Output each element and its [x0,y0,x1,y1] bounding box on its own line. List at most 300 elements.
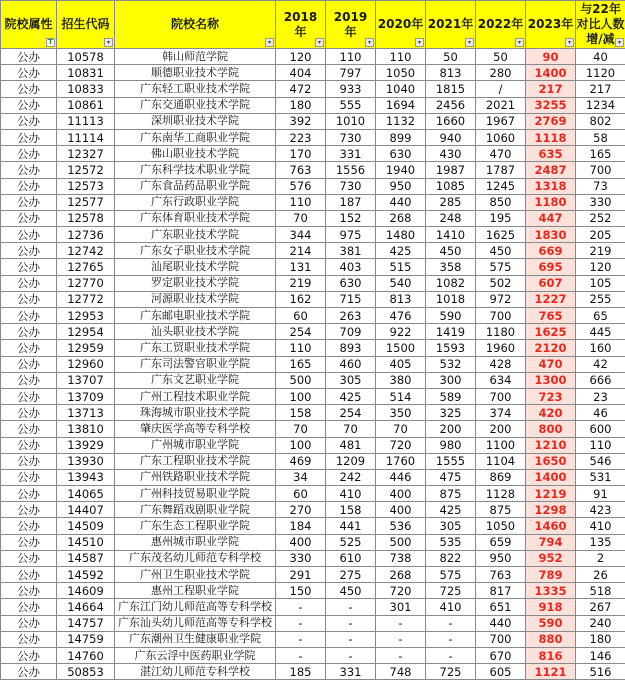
cell-col-2022: 869 [476,469,526,485]
cell-col-school-name: 韩山师范学院 [115,49,276,65]
cell-col-2018: - [276,647,326,663]
cell-col-2019: 975 [326,227,376,243]
cell-col-2021: 325 [426,405,476,421]
header-label: 2019 年 [334,10,367,39]
cell-col-2022: 200 [476,421,526,437]
cell-col-2020: 738 [376,550,426,566]
cell-col-change-vs-2022: 666 [576,372,625,388]
cell-col-2019: 1209 [326,453,376,469]
cell-col-enroll-code: 14407 [57,502,115,518]
cell-col-enroll-code: 12573 [57,178,115,194]
cell-col-school-type: 公办 [1,486,57,502]
cell-col-enroll-code: 12772 [57,291,115,307]
cell-col-2020: 1050 [376,65,426,81]
cell-col-enroll-code: 12578 [57,210,115,226]
cell-col-2018: 576 [276,178,326,194]
filter-dropdown-icon[interactable]: ▾ [265,38,274,47]
cell-col-school-type: 公办 [1,97,57,113]
cell-col-enroll-code: 12960 [57,356,115,372]
cell-col-school-type: 公办 [1,372,57,388]
cell-col-2021: 2456 [426,97,476,113]
cell-col-2020: 514 [376,388,426,404]
cell-col-2019: 70 [326,421,376,437]
cell-col-school-name: 广东潮州卫生健康职业学院 [115,631,276,647]
cell-col-2018: 100 [276,437,326,453]
cell-col-school-type: 公办 [1,453,57,469]
cell-col-enroll-code: 12954 [57,324,115,340]
table-row [1,81,625,97]
table-row [1,486,625,502]
cell-col-2018: 120 [276,49,326,65]
header-label: 院校名称 [171,17,219,31]
cell-col-2018: 330 [276,550,326,566]
cell-col-2023: 1219 [526,486,576,502]
cell-col-2020: 500 [376,534,426,550]
cell-col-2018: 34 [276,469,326,485]
header-label: 招生代码 [61,17,109,31]
cell-col-2019: 933 [326,81,376,97]
cell-col-school-type: 公办 [1,421,57,437]
cell-col-school-type: 公办 [1,291,57,307]
table-row [1,405,625,421]
cell-col-2021: 248 [426,210,476,226]
cell-col-enroll-code: 14592 [57,567,115,583]
cell-col-2021: 475 [426,469,476,485]
filter-dropdown-icon[interactable]: ▾ [465,38,474,47]
cell-col-2023: 1335 [526,583,576,599]
cell-col-change-vs-2022: 23 [576,388,625,404]
cell-col-school-name: 广东江门幼儿师范高等专科学校 [115,599,276,615]
cell-col-school-type: 公办 [1,129,57,145]
cell-col-2020: 899 [376,129,426,145]
cell-col-2023: 607 [526,275,576,291]
cell-col-change-vs-2022: 219 [576,243,625,259]
filter-dropdown-icon[interactable]: ▾ [315,38,324,47]
cell-col-school-name: 惠州工程职业学院 [115,583,276,599]
filter-dropdown-icon[interactable]: ▾ [104,38,113,47]
cell-col-school-type: 公办 [1,324,57,340]
cell-col-enroll-code: 14664 [57,599,115,615]
cell-col-2022: 875 [476,502,526,518]
cell-col-2023: 1180 [526,194,576,210]
cell-col-2021: 875 [426,486,476,502]
cell-col-enroll-code: 12765 [57,259,115,275]
table-row [1,227,625,243]
cell-col-2018: 110 [276,194,326,210]
cell-col-school-type: 公办 [1,664,57,680]
cell-col-2021: 813 [426,65,476,81]
cell-col-2023: 918 [526,599,576,615]
cell-col-school-type: 公办 [1,615,57,631]
table-row [1,615,625,631]
cell-col-change-vs-2022: 1120 [576,65,625,81]
cell-col-school-type: 公办 [1,388,57,404]
cell-col-2022: 950 [476,550,526,566]
cell-col-school-type: 公办 [1,49,57,65]
cell-col-school-type: 公办 [1,210,57,226]
cell-col-school-type: 公办 [1,356,57,372]
cell-col-2020: 446 [376,469,426,485]
cell-col-change-vs-2022: 180 [576,631,625,647]
cell-col-change-vs-2022: 1234 [576,97,625,113]
header-label: 2021年 [428,17,473,31]
cell-col-school-name: 广东文艺职业学院 [115,372,276,388]
cell-col-school-type: 公办 [1,308,57,324]
cell-col-2018: 110 [276,340,326,356]
cell-col-2019: 152 [326,210,376,226]
cell-col-2019: 797 [326,65,376,81]
cell-col-2023: 635 [526,146,576,162]
cell-col-change-vs-2022: 255 [576,291,625,307]
cell-col-2018: 219 [276,275,326,291]
cell-col-2020: 400 [376,486,426,502]
table-row [1,583,625,599]
cell-col-2020: 720 [376,437,426,453]
cell-col-2023: 1318 [526,178,576,194]
cell-col-school-type: 公办 [1,178,57,194]
cell-col-2018: 392 [276,113,326,129]
cell-col-2019: 630 [326,275,376,291]
cell-col-2022: 428 [476,356,526,372]
header-col-enroll-code [57,1,115,49]
cell-col-school-name: 广东女子职业技术学院 [115,243,276,259]
cell-col-2019: - [326,615,376,631]
cell-col-2019: 425 [326,388,376,404]
header-label: 与22年对比人数增/减 [576,2,624,46]
cell-col-change-vs-2022: 40 [576,49,625,65]
cell-col-2019: 709 [326,324,376,340]
cell-col-2023: 2487 [526,162,576,178]
cell-col-2020: 70 [376,421,426,437]
cell-col-2021: 940 [426,129,476,145]
table-row [1,664,625,680]
cell-col-enroll-code: 12736 [57,227,115,243]
cell-col-2019: 331 [326,146,376,162]
cell-col-2019: 1556 [326,162,376,178]
filter-dropdown-icon[interactable]: ▾ [365,38,374,47]
cell-col-2023: 723 [526,388,576,404]
cell-col-2022: 1180 [476,324,526,340]
table-row [1,356,625,372]
cell-col-2020: 440 [376,194,426,210]
cell-col-2019: 305 [326,372,376,388]
cell-col-enroll-code: 14759 [57,631,115,647]
cell-col-enroll-code: 10831 [57,65,115,81]
cell-col-school-type: 公办 [1,146,57,162]
cell-col-2023: 1830 [526,227,576,243]
cell-col-change-vs-2022: 146 [576,647,625,663]
cell-col-enroll-code: 14509 [57,518,115,534]
cell-col-2022: 763 [476,567,526,583]
cell-col-change-vs-2022: 73 [576,178,625,194]
cell-col-change-vs-2022: 410 [576,518,625,534]
cell-col-school-name: 广东南华工商职业学院 [115,129,276,145]
cell-col-2019: 110 [326,49,376,65]
cell-col-2022: 659 [476,534,526,550]
cell-col-school-name: 河源职业技术学院 [115,291,276,307]
cell-col-2021: 575 [426,567,476,583]
cell-col-2023: 447 [526,210,576,226]
cell-col-2019: 254 [326,405,376,421]
cell-col-2018: - [276,615,326,631]
table-row [1,453,625,469]
cell-col-school-type: 公办 [1,599,57,615]
cell-col-2018: 184 [276,518,326,534]
cell-col-2021: 535 [426,534,476,550]
cell-col-2023: 2769 [526,113,576,129]
cell-col-2020: 1694 [376,97,426,113]
cell-col-2019: 403 [326,259,376,275]
cell-col-enroll-code: 13707 [57,372,115,388]
cell-col-school-name: 湛江幼儿师范专科学校 [115,664,276,680]
cell-col-2023: 669 [526,243,576,259]
cell-col-2019: 381 [326,243,376,259]
cell-col-2020: 950 [376,178,426,194]
cell-col-2018: 400 [276,534,326,550]
cell-col-2022: 1100 [476,437,526,453]
cell-col-enroll-code: 12327 [57,146,115,162]
cell-col-2022: 1060 [476,129,526,145]
cell-col-2021: 285 [426,194,476,210]
table-row [1,421,625,437]
cell-col-2023: 800 [526,421,576,437]
filter-active-icon[interactable]: T [46,38,55,47]
cell-col-2020: 813 [376,291,426,307]
cell-col-2023: 1400 [526,65,576,81]
cell-col-change-vs-2022: 546 [576,453,625,469]
table-row [1,534,625,550]
cell-col-2022: 502 [476,275,526,291]
cell-col-2019: 242 [326,469,376,485]
cell-col-school-type: 公办 [1,518,57,534]
cell-col-change-vs-2022: 58 [576,129,625,145]
cell-col-2020: 400 [376,502,426,518]
cell-col-enroll-code: 12959 [57,340,115,356]
cell-col-2022: 1104 [476,453,526,469]
cell-col-2018: 100 [276,388,326,404]
cell-col-2023: 952 [526,550,576,566]
cell-col-2023: 1118 [526,129,576,145]
cell-col-2020: 110 [376,49,426,65]
cell-col-2023: 794 [526,534,576,550]
cell-col-enroll-code: 13709 [57,388,115,404]
cell-col-enroll-code: 10578 [57,49,115,65]
cell-col-school-type: 公办 [1,162,57,178]
cell-col-2020: 1500 [376,340,426,356]
cell-col-enroll-code: 14757 [57,615,115,631]
table-row [1,324,625,340]
cell-col-2022: 700 [476,388,526,404]
cell-col-school-type: 公办 [1,275,57,291]
cell-col-enroll-code: 13930 [57,453,115,469]
cell-col-2021: 822 [426,550,476,566]
cell-col-2020: 350 [376,405,426,421]
cell-col-2021: 1419 [426,324,476,340]
cell-col-enroll-code: 14510 [57,534,115,550]
header-col-2019 [326,1,376,49]
cell-col-2018: 158 [276,405,326,421]
cell-col-school-name: 广东舞蹈戏剧职业学院 [115,502,276,518]
cell-col-2018: 131 [276,259,326,275]
cell-col-2021: 410 [426,599,476,615]
cell-col-2021: 425 [426,502,476,518]
cell-col-enroll-code: 13810 [57,421,115,437]
filter-dropdown-icon[interactable]: ▾ [565,38,574,47]
cell-col-change-vs-2022: 165 [576,146,625,162]
cell-col-2022: 280 [476,65,526,81]
filter-dropdown-icon[interactable]: ▾ [515,38,524,47]
header-label: 2020年 [378,17,423,31]
cell-col-2023: 3255 [526,97,576,113]
cell-col-2022: 700 [476,631,526,647]
cell-col-2021: - [426,615,476,631]
table-row [1,146,625,162]
filter-dropdown-icon[interactable]: ▾ [415,38,424,47]
header-col-school-type [1,1,57,49]
cell-col-school-type: 公办 [1,340,57,356]
cell-col-2018: 214 [276,243,326,259]
cell-col-2021: 358 [426,259,476,275]
cell-col-enroll-code: 12742 [57,243,115,259]
cell-col-2019: 730 [326,129,376,145]
cell-col-2020: 720 [376,583,426,599]
cell-col-2019: 730 [326,178,376,194]
cell-col-2019: 331 [326,664,376,680]
table-row [1,599,625,615]
cell-col-2023: 90 [526,49,576,65]
cell-col-change-vs-2022: 120 [576,259,625,275]
cell-col-school-type: 公办 [1,405,57,421]
cell-col-2020: 476 [376,308,426,324]
cell-col-school-type: 公办 [1,65,57,81]
cell-col-change-vs-2022: 26 [576,567,625,583]
cell-col-change-vs-2022: 135 [576,534,625,550]
table-row [1,372,625,388]
cell-col-2019: 441 [326,518,376,534]
cell-col-enroll-code: 12953 [57,308,115,324]
cell-col-2018: - [276,631,326,647]
header-label: 院校属性 [4,17,52,31]
cell-col-school-type: 公办 [1,259,57,275]
cell-col-2023: 1227 [526,291,576,307]
cell-col-2023: 1210 [526,437,576,453]
cell-col-change-vs-2022: 110 [576,437,625,453]
table-body [1,49,625,680]
cell-col-school-name: 广东交通职业技术学院 [115,97,276,113]
filter-dropdown-icon[interactable]: ▾ [615,38,624,47]
cell-col-2022: 2021 [476,97,526,113]
cell-col-2022: 700 [476,308,526,324]
cell-col-school-name: 罗定职业技术学院 [115,275,276,291]
cell-col-2019: 481 [326,437,376,453]
cell-col-enroll-code: 12572 [57,162,115,178]
cell-col-2018: 344 [276,227,326,243]
cell-col-2020: 1040 [376,81,426,97]
cell-col-2022: 670 [476,647,526,663]
cell-col-2018: 291 [276,567,326,583]
cell-col-2018: 60 [276,308,326,324]
cell-col-2021: 1987 [426,162,476,178]
cell-col-school-type: 公办 [1,534,57,550]
cell-col-school-name: 广东行政职业学院 [115,194,276,210]
cell-col-2022: 575 [476,259,526,275]
cell-col-school-name: 肇庆医学高等专科学校 [115,421,276,437]
cell-col-2020: 922 [376,324,426,340]
cell-col-2023: 420 [526,405,576,421]
table-row [1,259,625,275]
cell-col-2023: 217 [526,81,576,97]
cell-col-school-name: 广州铁路职业技术学院 [115,469,276,485]
header-label: 2022年 [478,17,523,31]
cell-col-change-vs-2022: 267 [576,599,625,615]
cell-col-2022: 1128 [476,486,526,502]
cell-col-2020: - [376,615,426,631]
cell-col-2021: 532 [426,356,476,372]
cell-col-enroll-code: 11114 [57,129,115,145]
cell-col-2021: 1660 [426,113,476,129]
header-label: 2018 年 [284,10,317,39]
cell-col-2018: 404 [276,65,326,81]
cell-col-2023: 1650 [526,453,576,469]
header-col-2022 [476,1,526,49]
cell-col-change-vs-2022: 42 [576,356,625,372]
cell-col-change-vs-2022: 46 [576,405,625,421]
cell-col-2022: 440 [476,615,526,631]
cell-col-school-type: 公办 [1,243,57,259]
cell-col-enroll-code: 50853 [57,664,115,680]
cell-col-enroll-code: 14587 [57,550,115,566]
table-row [1,97,625,113]
cell-col-2020: 515 [376,259,426,275]
cell-col-2023: 789 [526,567,576,583]
cell-col-school-name: 广东司法警官职业学院 [115,356,276,372]
cell-col-2021: 725 [426,583,476,599]
cell-col-enroll-code: 13929 [57,437,115,453]
cell-col-2018: 223 [276,129,326,145]
cell-col-2020: 540 [376,275,426,291]
cell-col-school-name: 广东科学技术职业学院 [115,162,276,178]
cell-col-2019: 460 [326,356,376,372]
cell-col-2018: 150 [276,583,326,599]
cell-col-enroll-code: 12770 [57,275,115,291]
cell-col-2021: 300 [426,372,476,388]
cell-col-2022: 1625 [476,227,526,243]
cell-col-enroll-code: 13713 [57,405,115,421]
cell-col-school-type: 公办 [1,567,57,583]
cell-col-2021: 200 [426,421,476,437]
cell-col-2023: 1400 [526,469,576,485]
cell-col-2018: 60 [276,486,326,502]
cell-col-2021: 1082 [426,275,476,291]
cell-col-2022: 1787 [476,162,526,178]
cell-col-2021: - [426,631,476,647]
cell-col-2018: 763 [276,162,326,178]
cell-col-change-vs-2022: 160 [576,340,625,356]
cell-col-2018: 500 [276,372,326,388]
table-row [1,518,625,534]
cell-col-2022: 1245 [476,178,526,194]
cell-col-school-type: 公办 [1,227,57,243]
table-row [1,49,625,65]
table-row [1,437,625,453]
cell-col-change-vs-2022: 518 [576,583,625,599]
header-label: 2023年 [528,17,573,31]
cell-col-school-name: 广东职业技术学院 [115,227,276,243]
cell-col-school-name: 广东食品药品职业学院 [115,178,276,194]
cell-col-change-vs-2022: 445 [576,324,625,340]
cell-col-2020: 380 [376,372,426,388]
cell-col-2019: 555 [326,97,376,113]
